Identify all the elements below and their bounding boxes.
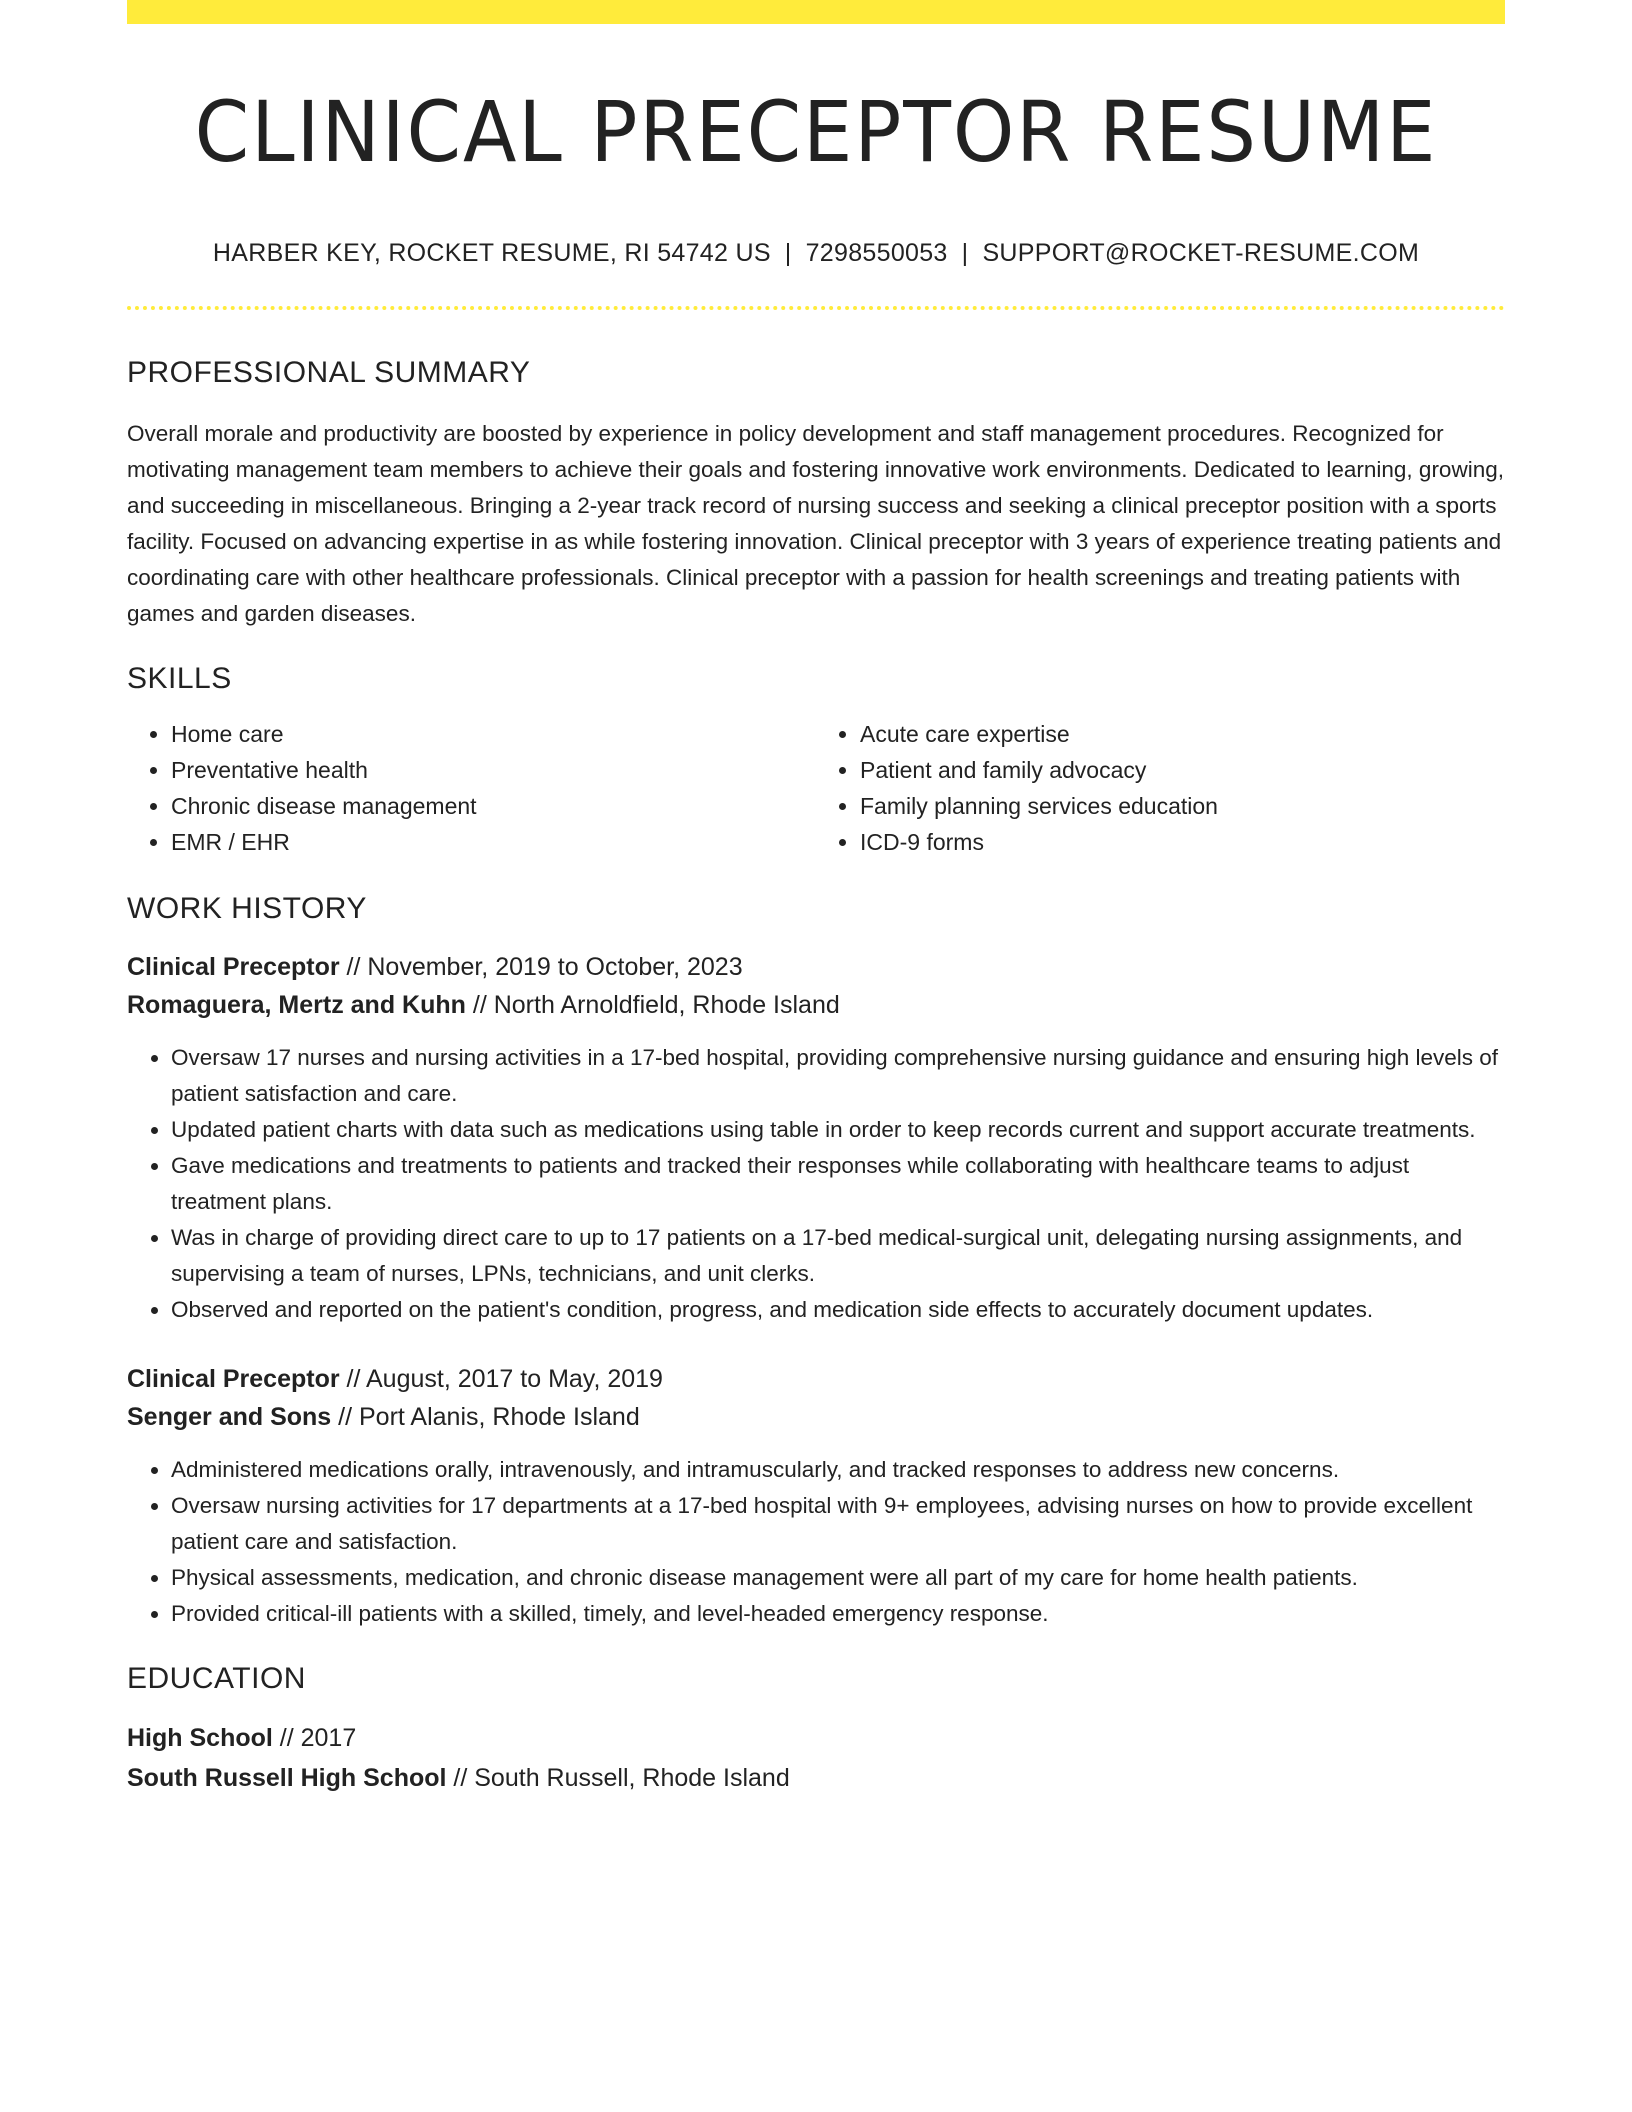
- job-title-line: [127, 1360, 1505, 1398]
- education-year: // 2017: [279, 1723, 357, 1752]
- contact-separator: |: [784, 238, 792, 267]
- education-school: South Russell High School: [127, 1763, 447, 1792]
- skill-item: • Home care: [171, 716, 816, 752]
- skills-heading: SKILLS: [127, 661, 232, 695]
- contact-email: SUPPORT@ROCKET-RESUME.COM: [982, 238, 1420, 267]
- contact-line: [127, 239, 1505, 268]
- job-entry: [127, 948, 1505, 1328]
- job-dates: // November, 2019 to October, 2023: [346, 952, 743, 981]
- job-bullet: • Gave medications and treatments to patients and tracked their responses while collaborating with healthcare teams to adjust treatment plans.: [171, 1148, 1505, 1220]
- skills-list: [127, 716, 1505, 860]
- education-degree: High School: [127, 1723, 273, 1752]
- contact-separator: |: [961, 238, 969, 267]
- education-entry: [127, 1718, 1505, 1798]
- job-bullets: [127, 1040, 1505, 1328]
- job-bullet: • Administered medications orally, intravenously, and intramuscularly, and tracked responses to address new concerns.: [171, 1452, 1505, 1488]
- skill-item: • Patient and family advocacy: [860, 752, 1505, 788]
- job-bullet: • Updated patient charts with data such as medications using table in order to keep records current and support accurate treatments.: [171, 1112, 1505, 1148]
- dotted-divider: [127, 306, 1505, 310]
- job-company-line: [127, 1398, 1505, 1436]
- job-location: // North Arnoldfield, Rhode Island: [472, 990, 840, 1019]
- job-title-line: [127, 948, 1505, 986]
- job-bullet: • Oversaw nursing activities for 17 departments at a 17-bed hospital with 9+ employees, advising nurses on how to provide excellent patient care and satisfaction.: [171, 1488, 1505, 1560]
- skill-item: • Acute care expertise: [860, 716, 1505, 752]
- education-school-line: [127, 1758, 1505, 1798]
- education-location: // South Russell, Rhode Island: [453, 1763, 790, 1792]
- skill-item: • Chronic disease management: [171, 788, 816, 824]
- work-history-heading: WORK HISTORY: [127, 891, 367, 925]
- job-bullet: • Oversaw 17 nurses and nursing activities in a 17-bed hospital, providing comprehensive nursing guidance and ensuring high levels of patient satisfaction and care.: [171, 1040, 1505, 1112]
- contact-phone: 7298550053: [805, 238, 948, 267]
- skill-item: • Family planning services education: [860, 788, 1505, 824]
- job-company-line: [127, 986, 1505, 1024]
- job-location: // Port Alanis, Rhode Island: [338, 1402, 640, 1431]
- resume-page: [127, 0, 1505, 1798]
- summary-text: Overall morale and productivity are boosted by experience in policy development and staff management procedures. Recognized for motivating management team members to achieve their goals and fostering innovative work environments. Dedicated to learning, growing, and succeeding in miscellaneous. Bringing a 2-year track record of nursing success and seeking a clinical preceptor position with a sports facility. Focused on advancing expertise in as while fostering innovation. Clinical preceptor with 3 years of experience treating patients and coordinating care with other healthcare professionals. Clinical preceptor with a passion for health screenings and treating patients with games and garden diseases.: [127, 420, 1504, 626]
- skill-item: • Preventative health: [171, 752, 816, 788]
- contact-address: HARBER KEY, ROCKET RESUME, RI 54742 US: [212, 238, 771, 267]
- job-entry: [127, 1360, 1505, 1632]
- skill-item: • EMR / EHR: [171, 824, 816, 860]
- job-company: Romaguera, Mertz and Kuhn: [127, 990, 466, 1019]
- job-bullet: • Physical assessments, medication, and chronic disease management were all part of my care for home health patients.: [171, 1560, 1505, 1596]
- skills-column-right: [816, 716, 1505, 860]
- job-bullets: [127, 1452, 1505, 1632]
- resume-title: CLINICAL PRECEPTOR RESUME: [194, 83, 1438, 181]
- job-bullet: • Observed and reported on the patient's condition, progress, and medication side effects to accurately document updates.: [171, 1292, 1505, 1328]
- summary-heading: PROFESSIONAL SUMMARY: [127, 355, 531, 389]
- education-degree-line: [127, 1718, 1505, 1758]
- education-heading: EDUCATION: [127, 1661, 306, 1695]
- job-dates: // August, 2017 to May, 2019: [346, 1364, 663, 1393]
- job-bullet: • Provided critical-ill patients with a skilled, timely, and level-headed emergency response.: [171, 1596, 1505, 1632]
- accent-top-bar: [127, 0, 1505, 24]
- skill-item: • ICD-9 forms: [860, 824, 1505, 860]
- job-title: Clinical Preceptor: [127, 1364, 340, 1393]
- skills-column-left: [127, 716, 816, 860]
- job-title: Clinical Preceptor: [127, 952, 340, 981]
- job-company: Senger and Sons: [127, 1402, 332, 1431]
- job-bullet: • Was in charge of providing direct care to up to 17 patients on a 17-bed medical-surgical unit, delegating nursing assignments, and supervising a team of nurses, LPNs, technicians, and unit clerks.: [171, 1220, 1505, 1292]
